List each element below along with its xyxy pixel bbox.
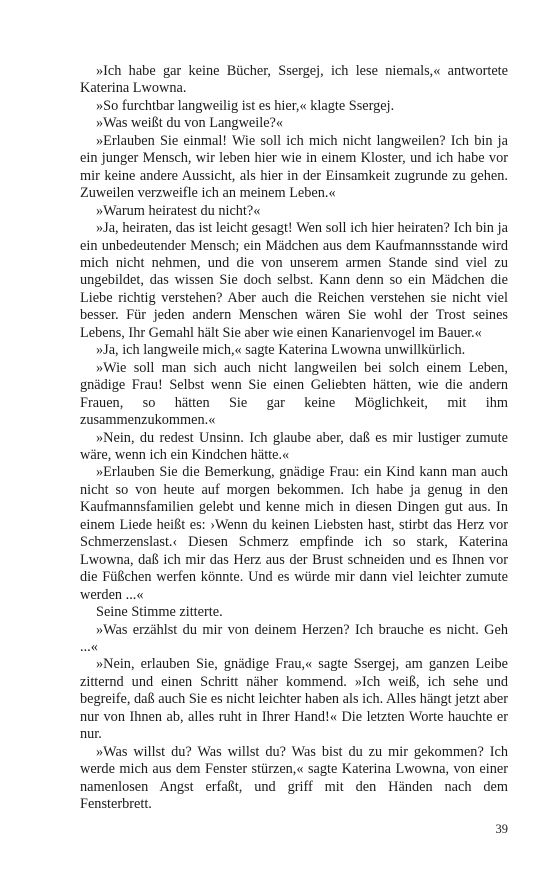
paragraph: »Wie soll man sich auch nicht langweilen bei solch einem Leben, gnädige Frau! Selbst wenn Sie einen Geliebten hätten, wie die andern Frauen, so hätten Sie gar keine Möglichkeit, mit ihm zusammenzukommen.«	[80, 359, 508, 429]
paragraph: »Ja, ich langweile mich,« sagte Katerina Lwowna unwillkürlich.	[96, 342, 466, 359]
paragraph: »Erlauben Sie einmal! Wie soll ich mich nicht langweilen? Ich bin ja ein junger Mensch, wir leben hier wie in einem Kloster, und ich habe vor mir keine andere Aussicht, als hier in der Einsamkeit zugrunde zu gehen. Zuweilen verzweifle ich an meinem Leben.«	[80, 132, 508, 202]
paragraph: »Ja, heiraten, das ist leicht gesagt! Wen soll ich hier heiraten? Ich bin ja ein unbedeutender Mensch; ein Mädchen aus dem Kaufmannsstande wird mich nicht nehmen, und die von unserem armen Stande sind viel zu ungebildet, das wissen Sie doch selbst. Kann denn so ein Mädchen die Liebe richtig verstehen? Aber auch die Reichen verstehen sie nicht viel besser. Für jeden andern Menschen wären Sie wohl der Trost seines Lebens, Ihr Gemahl hält Sie aber wie einen Kanarienvogel im Bauer.«	[80, 220, 508, 341]
paragraph: »So furchtbar langweilig ist es hier,« klagte Ssergej.	[96, 97, 395, 114]
page-body	[80, 63, 508, 813]
paragraph: Seine Stimme zitterte.	[96, 604, 223, 621]
paragraph: »Ich habe gar keine Bücher, Ssergej, ich lese niemals,« antwortete Katerina Lwowna.	[80, 63, 508, 97]
paragraph: »Nein, du redest Unsinn. Ich glaube aber, daß es mir lustiger zumute wäre, wenn ich ein Kindchen hätte.«	[80, 429, 508, 463]
paragraph: »Was willst du? Was willst du? Was bist du zu mir gekommen? Ich werde mich aus dem Fenster stürzen,« sagte Katerina Lwowna, von einer namenlosen Angst erfaßt, und griff mit den Händen nach dem Fensterbrett.	[80, 743, 508, 813]
page-number: 39	[495, 822, 508, 836]
paragraph: »Erlauben Sie die Bemerkung, gnädige Frau: ein Kind kann man auch nicht so von heute auf morgen bekommen. Ich habe ja genug in den Kaufmannsfamilien gelebt und kenne mich in diesen Dingen gut aus. In einem Liede heißt es: ›Wenn du keinen Liebsten hast, stirbt das Herz vor Schmerzenslast.‹ Diesen Schmerz empfinde ich so stark, Katerina Lwowna, daß ich mir das Herz aus der Brust schneiden und es Ihnen vor die Füßchen werfen könnte. Und es würde mir dann viel leichter zumute werden ...«	[80, 464, 508, 603]
paragraph: »Was erzählst du mir von deinem Herzen? Ich brauche es nicht. Geh ...«	[80, 621, 508, 655]
paragraph: »Warum heiratest du nicht?«	[96, 202, 261, 219]
paragraph: »Was weißt du von Langweile?«	[96, 115, 284, 132]
paragraph: »Nein, erlauben Sie, gnädige Frau,« sagte Ssergej, am ganzen Leibe zitternd und einen Schritt näher kommend. »Ich weiß, ich sehe und begreife, daß auch Sie es nicht leichter haben als ich. Alles hängt jetzt aber nur von Ihnen ab, alles ruht in Ihrer Hand!« Die letzten Worte hauchte er nur.	[80, 656, 508, 743]
